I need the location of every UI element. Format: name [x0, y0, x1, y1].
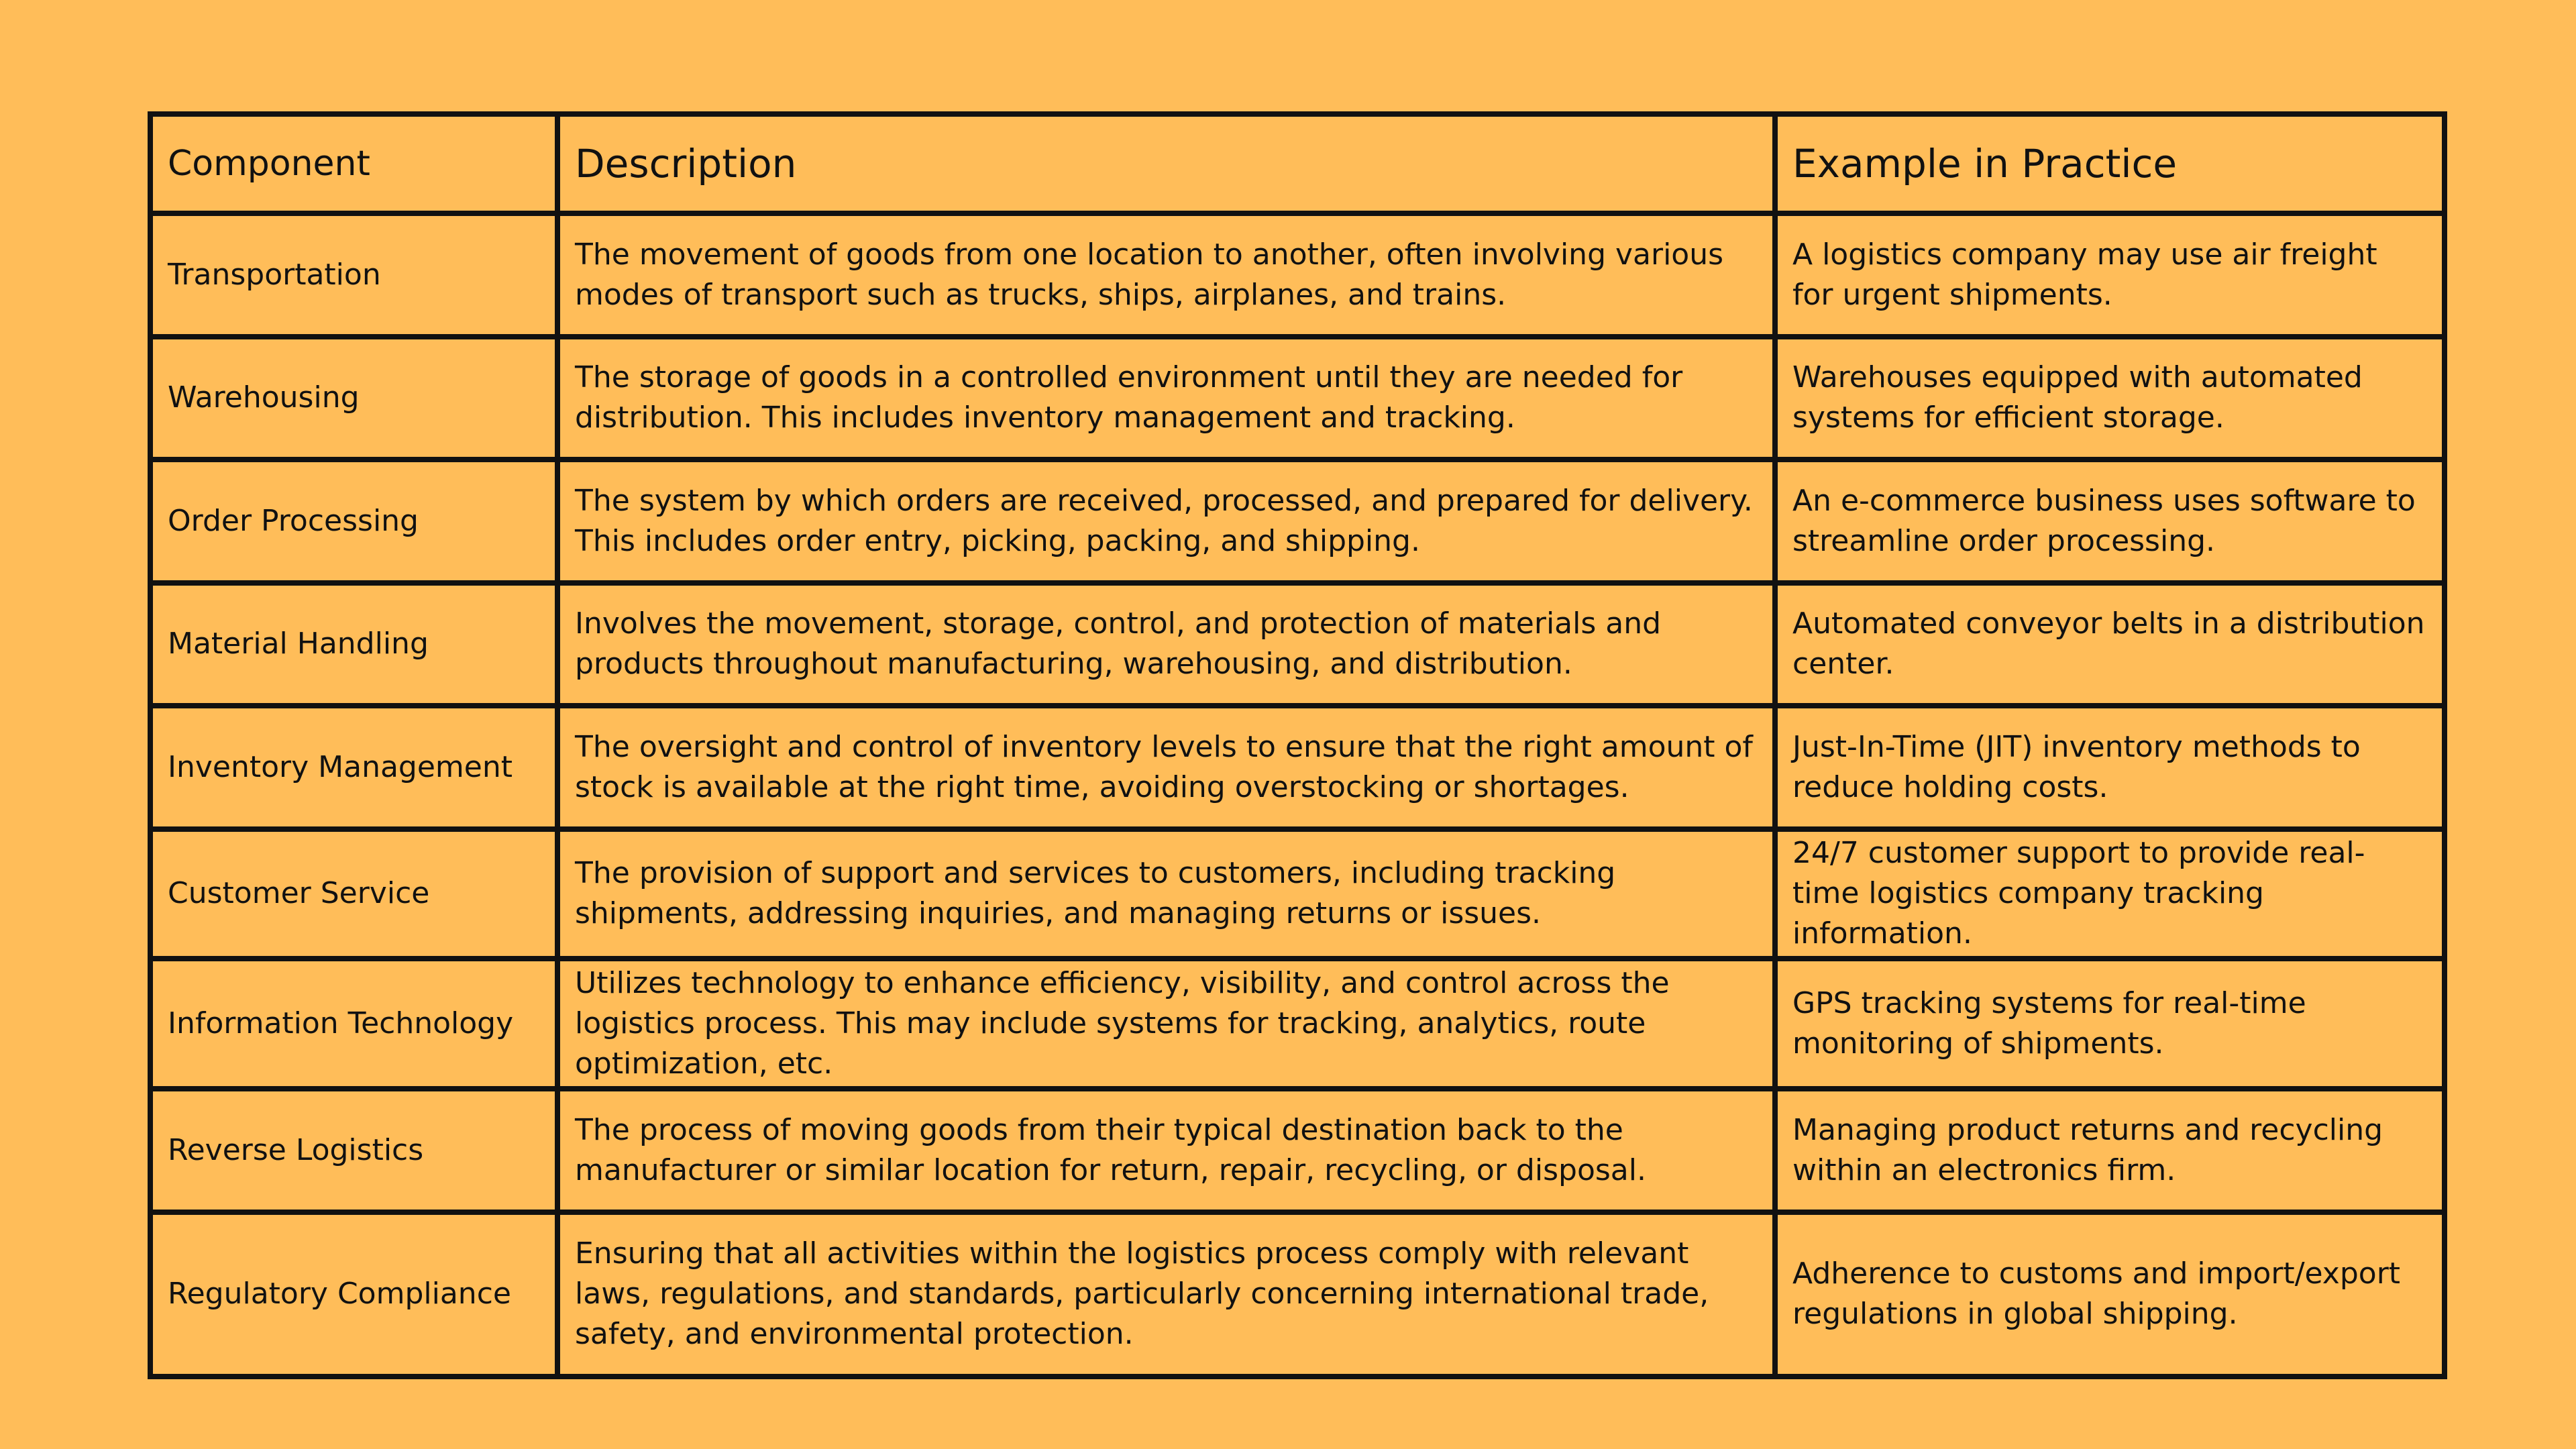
- table-header-row: [150, 114, 2445, 213]
- cell-description: Ensuring that all activities within the logistics process comply with relevant laws, regulations, and standards, particularly concerning international trade, safety, and environmental protection.: [557, 1212, 1775, 1377]
- cell-component: Inventory Management: [150, 706, 557, 829]
- cell-component: Material Handling: [150, 583, 557, 706]
- table-row: [150, 829, 2445, 959]
- cell-component: Reverse Logistics: [150, 1089, 557, 1212]
- cell-component: Warehousing: [150, 337, 557, 460]
- cell-component: Order Processing: [150, 460, 557, 583]
- cell-description: The process of moving goods from their typical destination back to the manufacturer or similar location for return, repair, recycling, or disposal.: [557, 1089, 1775, 1212]
- table-row: [150, 706, 2445, 829]
- header-description: Description: [557, 114, 1775, 213]
- cell-example: Adherence to customs and import/export regulations in global shipping.: [1775, 1212, 2445, 1377]
- cell-description: The oversight and control of inventory levels to ensure that the right amount of stock is available at the right time, avoiding overstocking or shortages.: [557, 706, 1775, 829]
- cell-example: A logistics company may use air freight for urgent shipments.: [1775, 213, 2445, 337]
- cell-example: An e-commerce business uses software to streamline order processing.: [1775, 460, 2445, 583]
- table-row: [150, 460, 2445, 583]
- logistics-components-table: [148, 111, 2447, 1379]
- cell-description: The provision of support and services to customers, including tracking shipments, addressing inquiries, and managing returns or issues.: [557, 829, 1775, 959]
- cell-example: Warehouses equipped with automated systems for efficient storage.: [1775, 337, 2445, 460]
- cell-component: Transportation: [150, 213, 557, 337]
- table-row: [150, 1212, 2445, 1377]
- table-row: [150, 959, 2445, 1089]
- cell-description: Utilizes technology to enhance efficiency, visibility, and control across the logistics process. This may include systems for tracking, analytics, route optimization, etc.: [557, 959, 1775, 1089]
- cell-description: Involves the movement, storage, control, and protection of materials and products throughout manufacturing, warehousing, and distribution.: [557, 583, 1775, 706]
- cell-component: Regulatory Compliance: [150, 1212, 557, 1377]
- cell-example: Just-In-Time (JIT) inventory methods to reduce holding costs.: [1775, 706, 2445, 829]
- cell-example: 24/7 customer support to provide real-time logistics company tracking information.: [1775, 829, 2445, 959]
- header-example: Example in Practice: [1775, 114, 2445, 213]
- cell-example: GPS tracking systems for real-time monitoring of shipments.: [1775, 959, 2445, 1089]
- cell-component: Information Technology: [150, 959, 557, 1089]
- cell-description: The system by which orders are received, processed, and prepared for delivery. This includes order entry, picking, packing, and shipping.: [557, 460, 1775, 583]
- cell-example: Automated conveyor belts in a distribution center.: [1775, 583, 2445, 706]
- table-row: [150, 1089, 2445, 1212]
- table-row: [150, 583, 2445, 706]
- cell-description: The movement of goods from one location to another, often involving various modes of transport such as trucks, ships, airplanes, and trains.: [557, 213, 1775, 337]
- table-row: [150, 213, 2445, 337]
- table-row: [150, 337, 2445, 460]
- cell-component: Customer Service: [150, 829, 557, 959]
- cell-description: The storage of goods in a controlled environment until they are needed for distribution. This includes inventory management and tracking.: [557, 337, 1775, 460]
- header-component: Component: [150, 114, 557, 213]
- cell-example: Managing product returns and recycling within an electronics firm.: [1775, 1089, 2445, 1212]
